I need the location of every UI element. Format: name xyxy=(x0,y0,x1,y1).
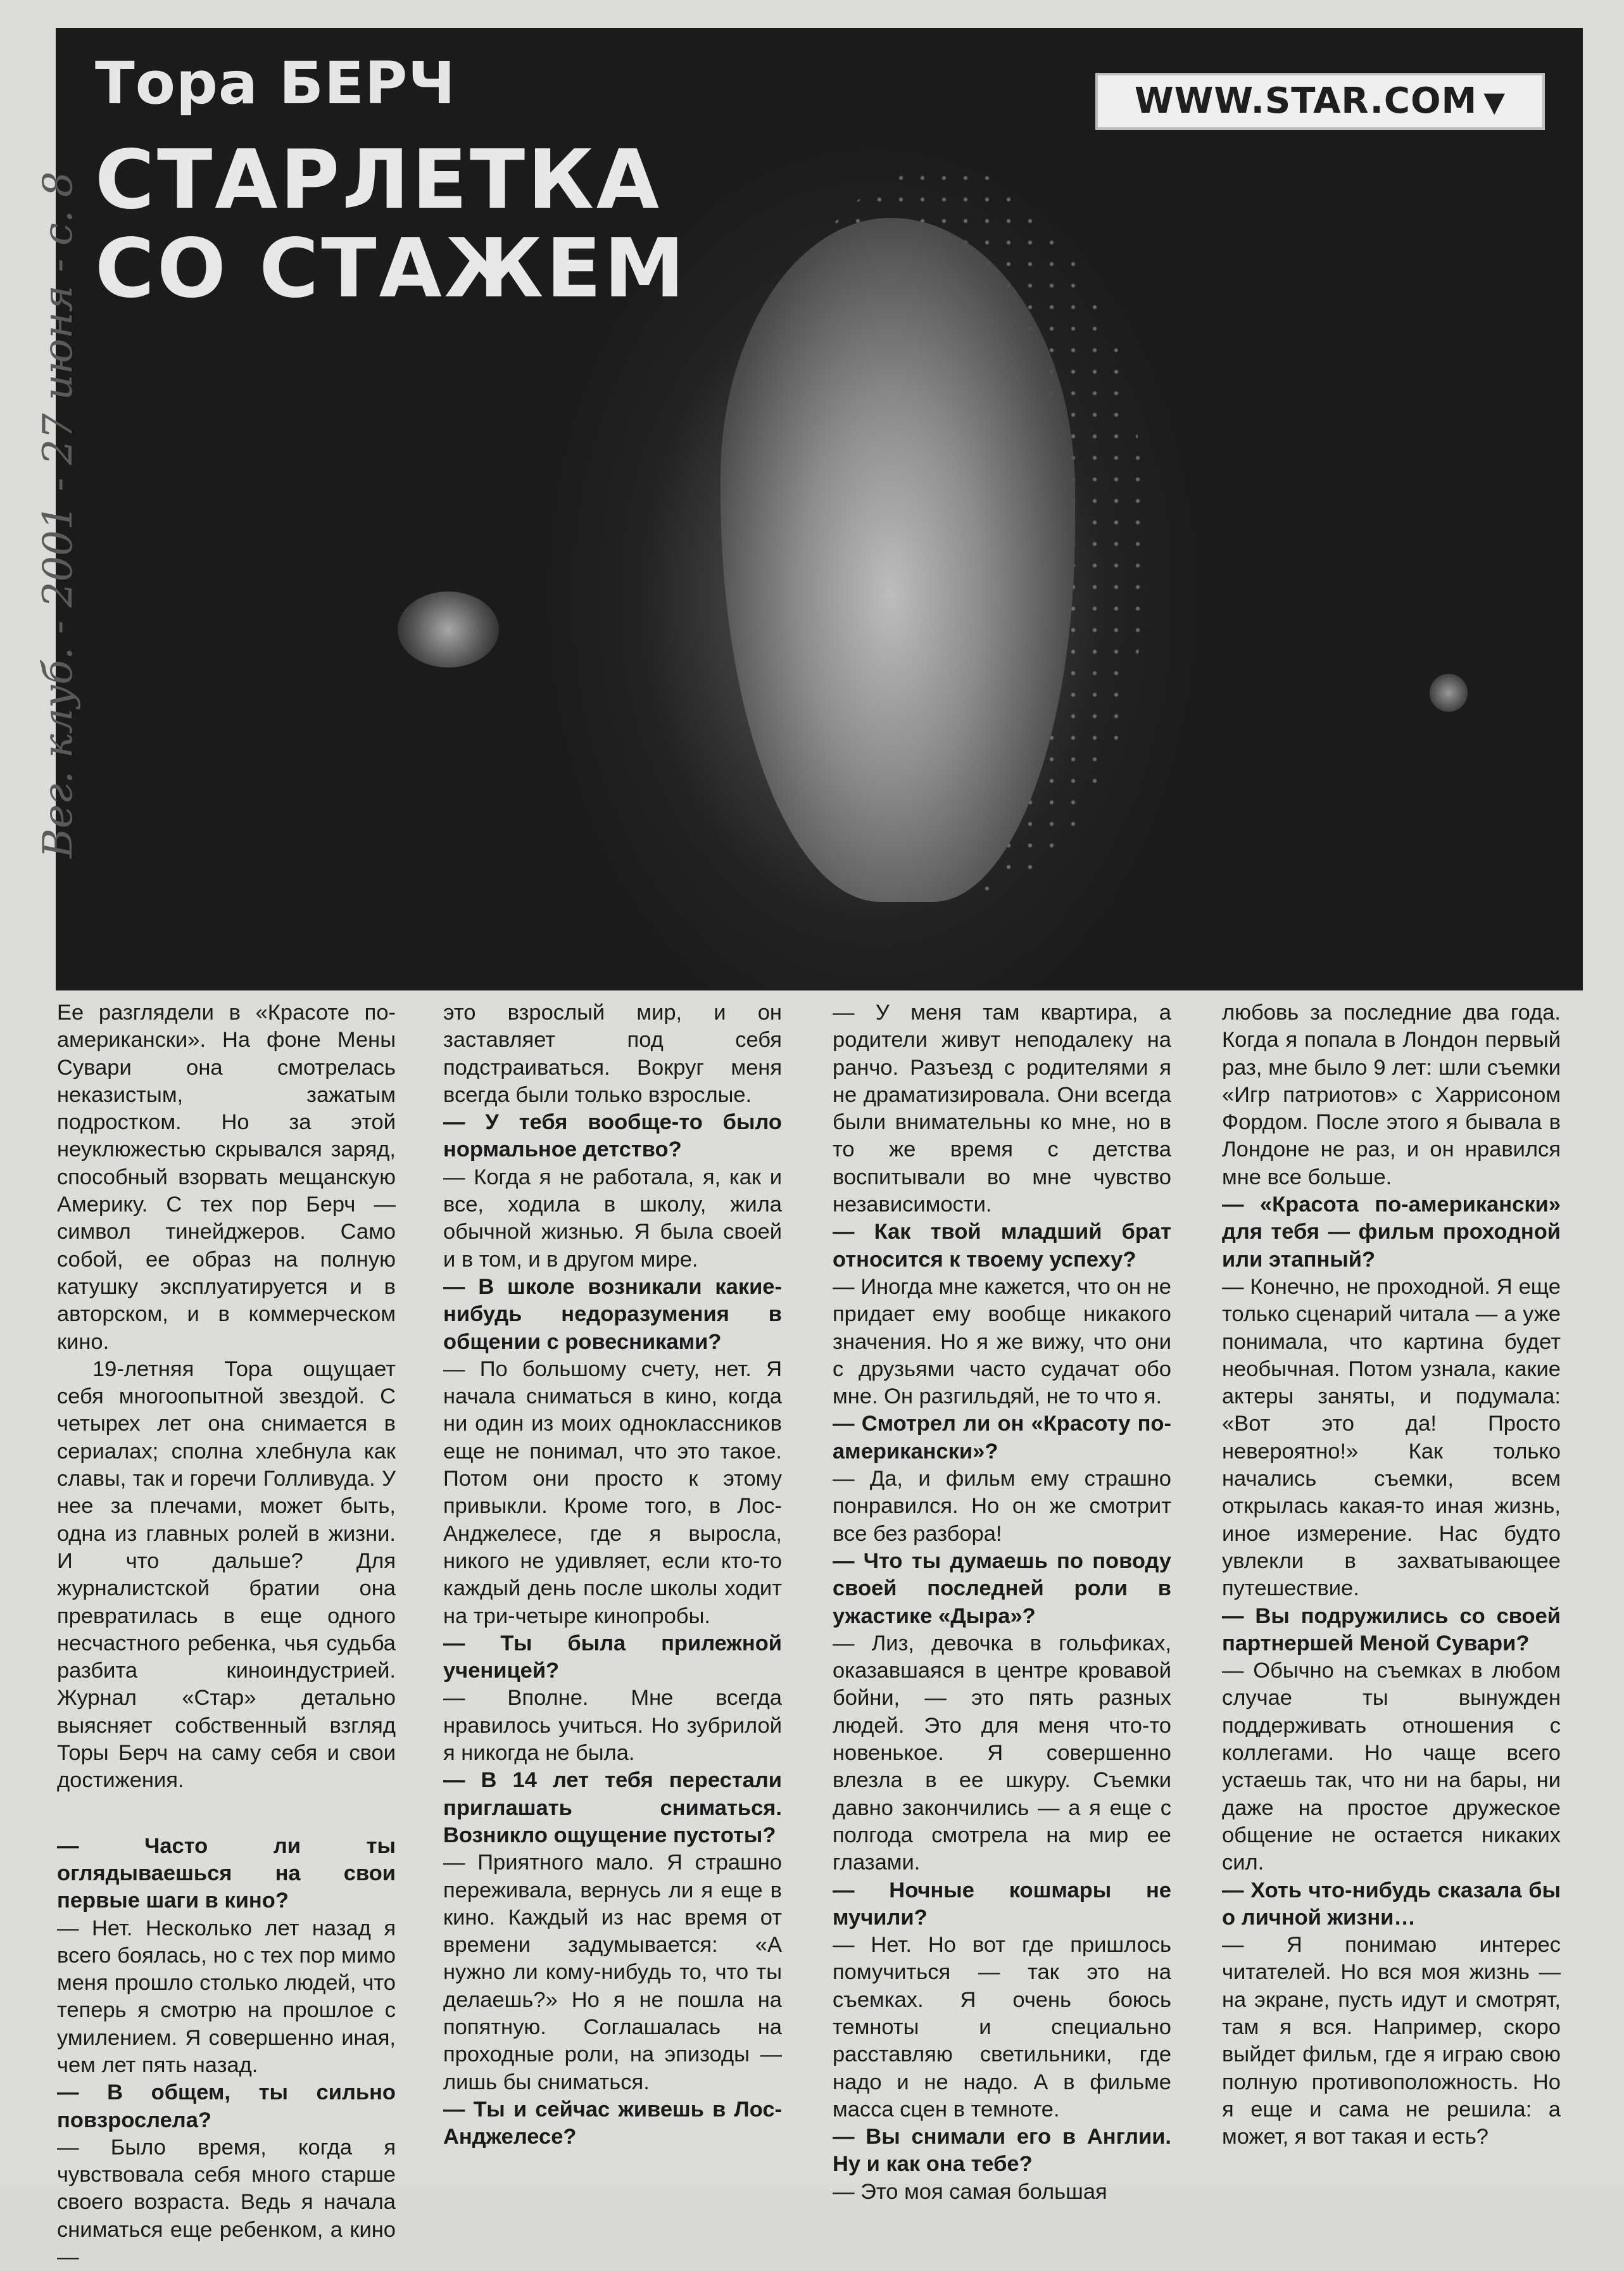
interview-question: — Смотрел ли он «Красоту по-американски»? xyxy=(833,1412,1171,1464)
article-paragraph: — Когда я не работала, я, как и все, ходила в школу, жила обычной жизнью. Я была своей и в том, и в другом мире. xyxy=(443,1165,782,1272)
article-paragraph: — Было время, когда я чувствовала себя много старше своего возраста. Ведь я начала сниматься еще ребенком, а кино — xyxy=(57,2135,396,2270)
article-paragraph: — У меня там квартира, а родители живут неподалеку на ранчо. Разъезд с родителями я не драматизировала. Они всегда были внимательны ко мне, но в то же время с детства воспитывали во мне чувство независимости. xyxy=(833,1001,1171,1217)
site-badge xyxy=(1095,73,1545,130)
article-paragraph: это взрослый мир, и он заставляет под себя подстраиваться. Вокруг меня всегда были только взрослые. xyxy=(443,1001,782,1107)
article-column-2 xyxy=(443,999,782,2151)
interview-question: — В 14 лет тебя перестали приглашать сниматься. Возникло ощущение пустоты? xyxy=(443,1768,782,1847)
article-paragraph: Ее разглядели в «Красоте по-американски». На фоне Мены Сувари она смотрелась неказистым, зажатым подростком. Но за этой неуклюжестью скрывался заряд, способный взорвать мещанскую Америку. С тех пор Берч — символ тинейджеров. Само собой, ее образ на полную катушку эксплуатируется и в авторском, и в коммерческом кино. xyxy=(57,1001,396,1354)
title-line: СТАРЛЕТКА xyxy=(95,133,662,227)
article-paragraph: — Да, и фильм ему страшно понравился. Но он же смотрит все без разбора! xyxy=(833,1467,1171,1546)
article-paragraph: — Вполне. Мне всегда нравилось учиться. Но зубрилой я никогда не была. xyxy=(443,1686,782,1766)
article-paragraph: — Иногда мне кажется, что он не придает ему вообще никакого значения. Но я же вижу, что они с друзьями часто судачат обо мне. Он разгильдяй, не то что я. xyxy=(833,1274,1171,1409)
portrait-face xyxy=(721,218,1075,902)
background-light xyxy=(398,591,499,667)
triangle-down-icon: ▼ xyxy=(1483,86,1506,118)
article-paragraph: — Это моя самая большая xyxy=(833,2179,1107,2204)
interview-question: — В общем, ты сильно повзрослела? xyxy=(57,2080,396,2132)
article-paragraph: — Я понимаю интерес читателей. Но вся моя жизнь — на экране, пусть идут и смотрят, там я вся. Например, скоро выйдет фильм, где я играю свою полную противоположность. Но я еще и сама не решила: а может, я вот такая и есть? xyxy=(1222,1933,1561,2149)
interview-question: — Хоть что-нибудь сказала бы о личной жизни… xyxy=(1222,1878,1561,1930)
interview-question: — Часто ли ты оглядываешься на свои первые шаги в кино? xyxy=(57,1833,396,1913)
article-paragraph: — Нет. Несколько лет назад я всего боялась, но с тех пор мимо меня прошло столько людей, что теперь я смотрю на прошлое с умилением. Я совершенно иная, чем лет пять назад. xyxy=(57,1916,396,2077)
article-column-4 xyxy=(1222,999,1561,2151)
article-paragraph: любовь за последние два года. Когда я попала в Лондон первый раз, мне было 9 лет: шли съемки «Игр патриотов» с Харрисоном Фордом. После этого я бывала в Лондоне не раз, и он нравился мне все больше. xyxy=(1222,1001,1561,1189)
interview-question: — Как твой младший брат относится к твоему успеху? xyxy=(833,1220,1171,1272)
interview-question: — Ты была прилежной ученицей? xyxy=(443,1631,782,1683)
site-url: WWW.STAR.COM xyxy=(1134,80,1478,122)
article-paragraph: 19-летняя Тора ощущает себя многоопытной звездой. С четырех лет она снимается в сериалах; сполна хлебнула как славы, так и горечи Голливуда. У нее за плечами, может быть, одна из главных ролей в жизни. И что дальше? Для журналистской братии она превратилась в еще одного несчастного ребенка, чья судьба разбита киноиндустрией. Журнал «Стар» детально выясняет собственный взгляд Торы Берч на саму себя и свои достижения. xyxy=(57,1357,396,1793)
interview-question: — Что ты думаешь по поводу своей последней роли в ужастике «Дыра»? xyxy=(833,1548,1171,1628)
interview-question: — Ночные кошмары не мучили? xyxy=(833,1878,1171,1930)
article-paragraph: — По большому счету, нет. Я начала сниматься в кино, когда ни один из моих одноклассников еще не понимал, что это такое. Потом они просто к этому привыкли. Кроме того, в Лос-Анджелесе, где я выросла, никого не удивляет, если кто-то каждый день после школы ходит на три-четыре кинопробы. xyxy=(443,1357,782,1628)
article-column-1 xyxy=(57,999,396,2271)
background-light xyxy=(1430,674,1468,712)
interview-question: — У тебя вообще-то было нормальное детство? xyxy=(443,1110,782,1162)
handwritten-note: Вег. клуб. - 2001 - 27 июня - с. 8 xyxy=(35,171,82,858)
interview-question: — Вы снимали его в Англии. Ну и как она тебе? xyxy=(833,2125,1171,2177)
article-title xyxy=(95,133,688,316)
interview-question: — Ты и сейчас живешь в Лос-Анджелесе? xyxy=(443,2097,782,2149)
interview-question: — Вы подружились со своей партнершей Меной Сувари? xyxy=(1222,1604,1561,1655)
spacer xyxy=(57,1795,396,1833)
article-paragraph: — Лиз, девочка в гольфиках, оказавшаяся в центре кровавой бойни, — это пять разных людей. Это для меня что-то новенькое. Я совершенно влезла в ее шкуру. Съемки давно закончились — а я еще с полгода смотрела на мир ее глазами. xyxy=(833,1631,1171,1875)
title-line: СО СТАЖЕМ xyxy=(95,222,688,316)
article-column-3 xyxy=(833,999,1171,2206)
article-paragraph: — Приятного мало. Я страшно переживала, вернусь ли я еще в кино. Каждый из нас время от времени задумывается: «А нужно ли кому-нибудь то, что ты делаешь?» Но я не пошла на попятную. Соглашалась на проходные роли, на эпизоды — лишь бы сниматься. xyxy=(443,1850,782,2094)
interview-question: — «Красота по-американски» для тебя — фильм проходной или этапный? xyxy=(1222,1192,1561,1272)
interview-question: — В школе возникали какие-нибудь недоразумения в общении с ровесниками? xyxy=(443,1274,782,1354)
article-paragraph: — Нет. Но вот где пришлось помучиться — так это на съемках. Я очень боюсь темноты и специально расставляю светильники, где надо и не надо. А в фильме масса сцен в темноте. xyxy=(833,1933,1171,2122)
article-paragraph: — Конечно, не проходной. Я еще только сценарий читала — а уже понимала, что картина будет необычная. Потом узнала, какие актеры заняты, и подумала: «Вот это да! Просто невероятно!» Как только начались съемки, всем открылась какая-то иная жизнь, иное измерение. Нас будто увлекли в захватывающее путешествие. xyxy=(1222,1274,1561,1601)
author-name: Тора БЕРЧ xyxy=(95,49,456,117)
article-paragraph: — Обычно на съемках в любом случае ты вынужден поддерживать отношения с коллегами. Но чаще всего устаешь так, что ни на бары, ни даже на простое дружеское общение не остается никаких сил. xyxy=(1222,1659,1561,1875)
